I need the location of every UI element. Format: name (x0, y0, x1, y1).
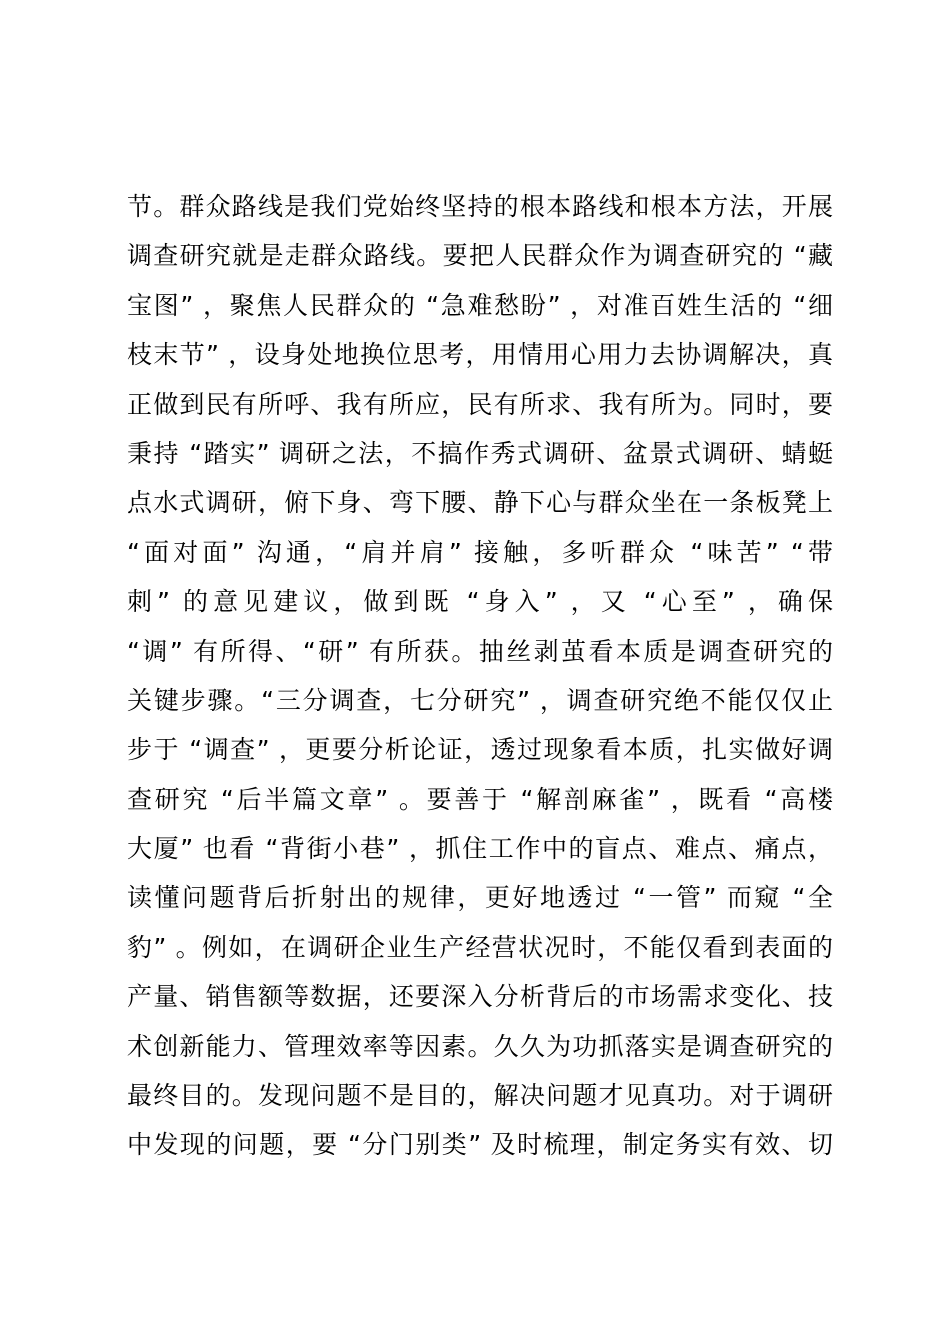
text-line: 关键步骤。“三分调查，七分研究” ，调查研究绝不能仅仅止 (127, 685, 833, 715)
body-paragraph (127, 182, 833, 1170)
text-line: 产量、销售额等数据，还要深入分析背后的市场需求变化、技 (127, 982, 833, 1012)
text-line: 大厦” 也看 “背街小巷” ，抓住工作中的盲点、难点、痛点， (127, 834, 833, 864)
text-line: 豹” 。例如，在调研企业生产经营状况时，不能仅看到表面的 (127, 932, 833, 962)
text-line: 点水式调研，俯下身、弯下腰、静下心与群众坐在一条板凳上 (127, 488, 833, 518)
text-line: “调” 有所得、“研” 有所获。抽丝剥茧看本质是调查研究的 (127, 636, 833, 666)
text-line: 读懂问题背后折射出的规律，更好地透过 “一管” 而窥 “全 (127, 883, 833, 913)
text-line: 最终目的。发现问题不是目的，解决问题才见真功。对于调研 (127, 1081, 833, 1111)
text-line: 正做到民有所呼、我有所应，民有所求、我有所为。同时，要 (127, 389, 833, 419)
text-line: 中发现的问题，要 “分门别类” 及时梳理，制定务实有效、切 (127, 1130, 833, 1160)
text-line: “面对面” 沟通，“肩并肩” 接触，多听群众 “味苦” “带 (127, 537, 833, 567)
text-line: 查研究 “后半篇文章” 。要善于 “解剖麻雀” ，既看 “高楼 (127, 784, 833, 814)
text-line: 宝图” ，聚焦人民群众的 “急难愁盼” ，对准百姓生活的 “细 (127, 290, 833, 320)
text-line: 枝末节” ，设身处地换位思考，用情用心用力去协调解决，真 (127, 340, 833, 370)
text-line: 步于 “调查” ，更要分析论证，透过现象看本质，扎实做好调 (127, 735, 833, 765)
text-line: 术创新能力、管理效率等因素。久久为功抓落实是调查研究的 (127, 1031, 833, 1061)
text-line: 刺” 的意见建议，做到既 “身入” ，又 “心至” ，确保 (127, 587, 833, 617)
text-line: 调查研究就是走群众路线。要把人民群众作为调查研究的 “藏 (127, 241, 833, 271)
text-line: 秉持 “踏实” 调研之法，不搞作秀式调研、盆景式调研、蜻蜓 (127, 438, 833, 468)
text-line: 节。群众路线是我们党始终坚持的根本路线和根本方法，开展 (127, 192, 833, 221)
